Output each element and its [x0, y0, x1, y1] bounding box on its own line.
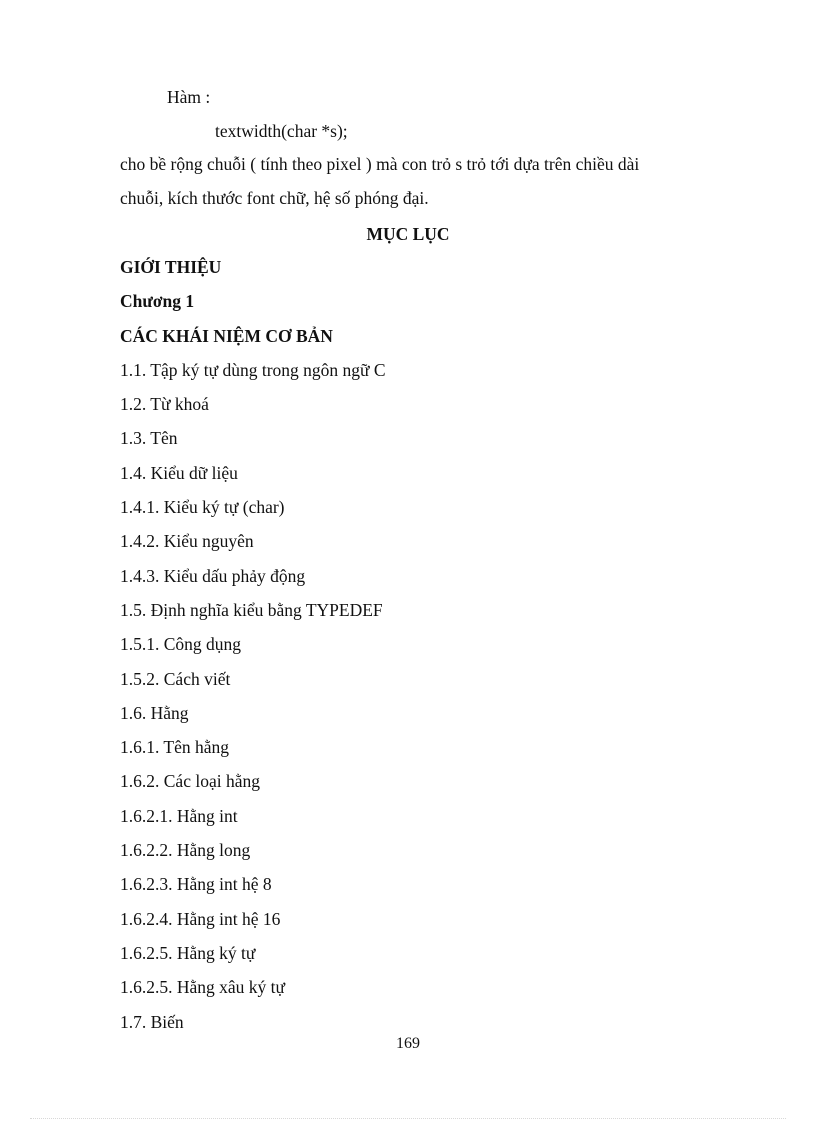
toc-entry: 1.5. Định nghĩa kiểu bằng TYPEDEF — [120, 599, 383, 620]
toc-entry: 1.6.2.4. Hằng int hệ 16 — [120, 908, 281, 929]
toc-entry: 1.6. Hằng — [120, 702, 189, 723]
toc-entry: 1.1. Tập ký tự dùng trong ngôn ngữ C — [120, 359, 386, 380]
toc-entry: 1.3. Tên — [120, 428, 178, 449]
toc-entry: 1.4.3. Kiểu dấu phảy động — [120, 565, 306, 586]
toc-entry: 1.7. Biến — [120, 1011, 184, 1032]
toc-entry: 1.6.2.5. Hằng ký tự — [120, 942, 256, 963]
toc-entry: 1.6.1. Tên hằng — [120, 737, 230, 758]
toc-entry: 1.5.2. Cách viết — [120, 668, 231, 689]
function-signature: textwidth(char *s); — [215, 121, 348, 141]
toc-title: MỤC LỤC — [366, 224, 450, 244]
toc-entry: 1.6.2.3. Hằng int hệ 8 — [120, 874, 272, 895]
function-label: Hàm : — [167, 87, 211, 107]
toc-entry: 1.2. Từ khoá — [120, 394, 209, 415]
toc-entry: 1.4.2. Kiểu nguyên — [120, 531, 254, 552]
page-number: 169 — [396, 1035, 420, 1052]
toc-entry: 1.6.2.2. Hằng long — [120, 840, 251, 861]
page-bottom-divider — [30, 1118, 786, 1119]
toc-entry: 1.4.1. Kiểu ký tự (char) — [120, 497, 285, 518]
toc-entry: 1.6.2.5. Hằng xâu ký tự — [120, 977, 286, 998]
page-number-row — [0, 1034, 816, 1054]
table-of-contents — [120, 256, 386, 1045]
toc-entry: GIỚI THIỆU — [120, 257, 222, 277]
function-description-line-1: cho bề rộng chuỗi ( tính theo pixel ) mà con trỏ s trỏ tới dựa trên chiều dài — [120, 154, 640, 174]
toc-entry: 1.6.2.1. Hằng int — [120, 805, 238, 826]
toc-entry: Chương 1 — [120, 291, 195, 312]
function-description-line-2: chuỗi, kích thước font chữ, hệ số phóng đại. — [120, 188, 429, 208]
toc-title-row — [0, 223, 816, 245]
toc-entry: 1.5.1. Công dụng — [120, 634, 242, 655]
toc-entry: 1.6.2. Các loại hằng — [120, 771, 260, 792]
toc-entry: CÁC KHÁI NIỆM CƠ BẢN — [120, 325, 333, 346]
toc-entry: 1.4. Kiểu dữ liệu — [120, 462, 238, 483]
